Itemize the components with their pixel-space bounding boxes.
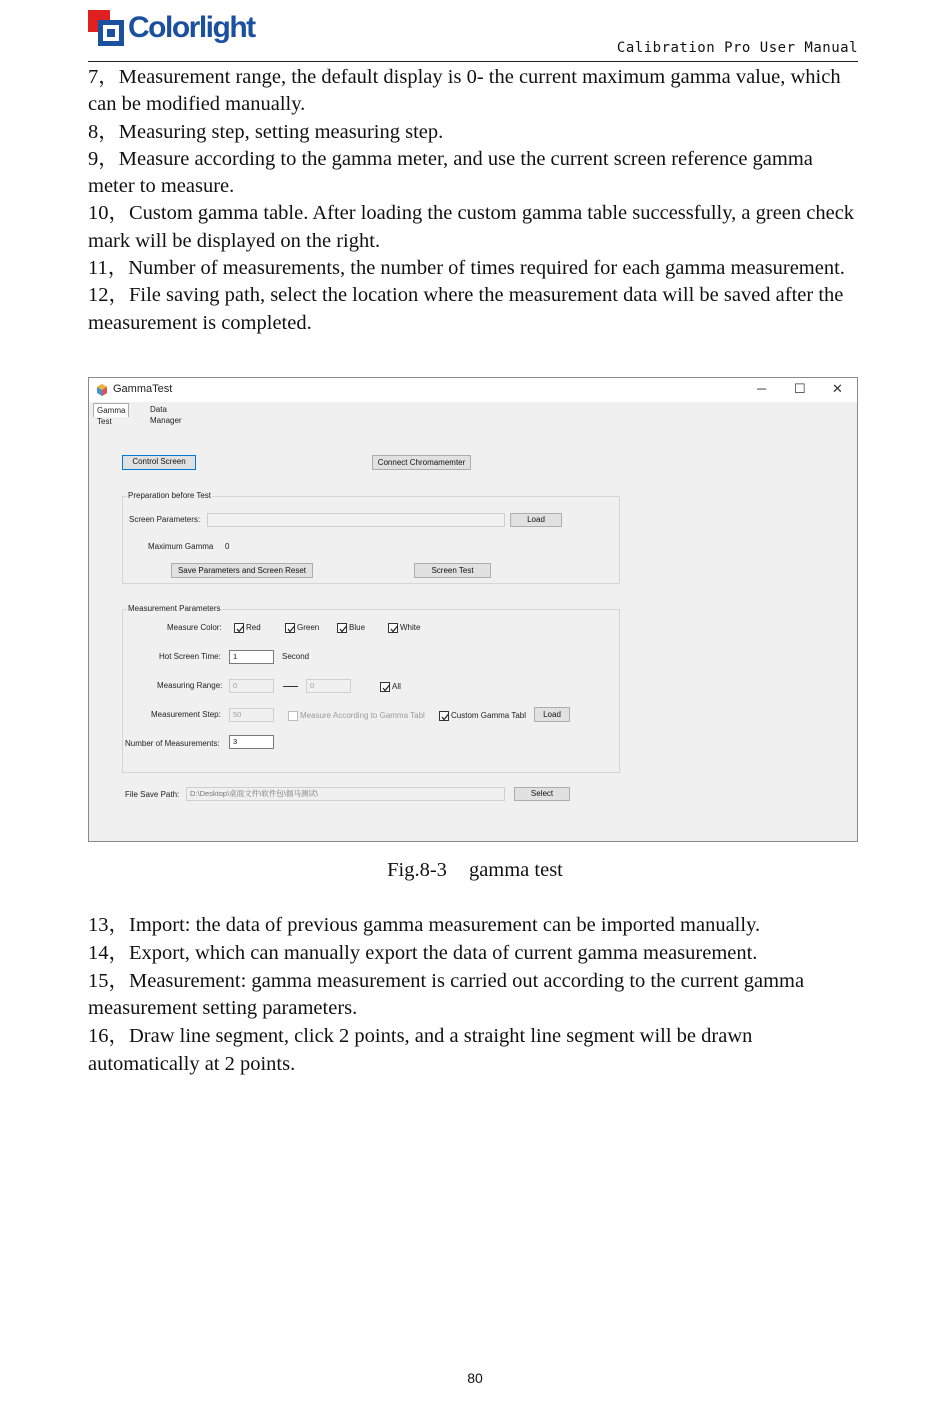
checkmark-icon bbox=[381, 683, 391, 693]
all-range-checkbox[interactable] bbox=[380, 682, 390, 692]
gammatest-window bbox=[88, 377, 858, 842]
load-parameters-button[interactable]: Load bbox=[510, 513, 562, 527]
green-label: Green bbox=[297, 623, 320, 632]
screen-test-button[interactable]: Screen Test bbox=[414, 563, 491, 578]
colorlight-logo bbox=[88, 8, 278, 52]
screen-parameters-label: Screen Parameters: bbox=[129, 515, 201, 524]
paragraph: 12，File saving path, select the location where the measurement data will be saved after the measurement is completed. bbox=[88, 284, 844, 334]
tab-gamma-test[interactable]: Gamma Test bbox=[93, 403, 129, 417]
custom-gamma-checkbox[interactable] bbox=[439, 711, 449, 721]
hot-screen-time-input[interactable]: 1 bbox=[229, 650, 274, 664]
screen-parameters-input[interactable] bbox=[207, 513, 505, 527]
measure-according-label: Measure According to Gamma Tabl bbox=[300, 711, 425, 720]
checkmark-icon bbox=[389, 624, 399, 634]
measurement-parameters-group bbox=[122, 609, 620, 773]
minimize-icon[interactable]: ─ bbox=[757, 381, 767, 396]
header-divider bbox=[88, 61, 858, 62]
measurement-step-input[interactable]: 50 bbox=[229, 708, 274, 722]
blue-checkbox[interactable] bbox=[337, 623, 347, 633]
intro-text bbox=[88, 64, 863, 337]
control-screen-button[interactable]: Control Screen bbox=[122, 455, 196, 470]
white-checkbox[interactable] bbox=[388, 623, 398, 633]
paragraph: 13，Import: the data of previous gamma measurement can be imported manually. bbox=[88, 914, 761, 936]
preparation-group-title: Preparation before Test bbox=[128, 491, 212, 500]
app-icon bbox=[95, 383, 109, 397]
measuring-range-label: Measuring Range: bbox=[157, 681, 223, 690]
colorlight-logo-mark-icon bbox=[88, 10, 126, 48]
paragraph: 8，Measuring step, setting measuring step. bbox=[88, 120, 444, 143]
range-to-input[interactable]: 0 bbox=[306, 679, 351, 693]
paragraph: 14，Export, which can manually export the data of current gamma measurement. bbox=[88, 941, 758, 964]
measure-color-label: Measure Color: bbox=[167, 623, 222, 632]
logo-text: Colorlight bbox=[128, 11, 255, 44]
hot-screen-time-label: Hot Screen Time: bbox=[159, 652, 221, 661]
green-checkbox[interactable] bbox=[285, 623, 295, 633]
outro-text bbox=[88, 912, 863, 1079]
select-path-button[interactable]: Select bbox=[514, 787, 570, 801]
blue-label: Blue bbox=[349, 623, 366, 632]
checkmark-icon bbox=[338, 624, 348, 634]
file-save-path-input[interactable]: D:\Desktop\桌面文件\软件包\伽马测试\ bbox=[186, 787, 505, 801]
range-from-input[interactable]: 0 bbox=[229, 679, 274, 693]
paragraph: 11，Number of measurements, the number of times required for each gamma measurement. bbox=[88, 257, 845, 280]
manual-title: Calibration Pro User Manual bbox=[616, 40, 858, 56]
maximum-gamma-label: Maximum Gamma bbox=[148, 542, 214, 551]
paragraph: 9，Measure according to the gamma meter, and use the current screen reference gamma meter to measure. bbox=[88, 147, 813, 198]
window-titlebar[interactable] bbox=[89, 378, 857, 402]
number-of-measurements-input[interactable]: 3 bbox=[229, 735, 274, 749]
save-parameters-reset-button[interactable]: Save Parameters and Screen Reset bbox=[171, 563, 313, 578]
maximum-gamma-value: 0 bbox=[225, 542, 230, 551]
paragraph: 10，Custom gamma table. After loading the custom gamma table successfully, a green check mark will be displayed on the right. bbox=[88, 202, 855, 252]
figure-title: gamma test bbox=[468, 859, 563, 881]
tab-data-manager[interactable]: Data Manager bbox=[147, 403, 185, 416]
all-range-label: All bbox=[392, 682, 401, 691]
measurement-step-label: Measurement Step: bbox=[151, 710, 221, 719]
checkmark-icon bbox=[440, 712, 450, 722]
paragraph: 15，Measurement: gamma measurement is carried out according to the current gamma measurement setting parameters. bbox=[88, 969, 805, 1020]
paragraph: 16，Draw line segment, click 2 points, and a straight line segment will be drawn automatically at 2 points. bbox=[88, 1025, 753, 1075]
measure-according-checkbox[interactable] bbox=[288, 711, 298, 721]
measurement-parameters-title: Measurement Parameters bbox=[128, 604, 221, 613]
red-label: Red bbox=[246, 623, 261, 632]
file-save-path-label: File Save Path: bbox=[125, 790, 180, 799]
checkmark-icon bbox=[286, 624, 296, 634]
gamma-test-page bbox=[91, 417, 855, 839]
checkmark-icon bbox=[235, 624, 245, 634]
number-of-measurements-label: Number of Measurements: bbox=[125, 739, 220, 748]
maximize-icon[interactable]: ☐ bbox=[794, 381, 806, 396]
figure-number: Fig.8-3 bbox=[387, 859, 447, 881]
page-number: 80 bbox=[467, 1370, 483, 1386]
white-label: White bbox=[400, 623, 421, 632]
custom-gamma-label: Custom Gamma Tabl bbox=[451, 711, 526, 720]
window-title: GammaTest bbox=[113, 383, 173, 395]
close-icon[interactable]: ✕ bbox=[832, 381, 843, 396]
hot-screen-time-unit: Second bbox=[282, 652, 310, 661]
range-separator bbox=[283, 686, 298, 687]
paragraph: 7，Measurement range, the default display is 0- the current maximum gamma value, which can be modified manually. bbox=[88, 66, 841, 116]
custom-gamma-load-button[interactable]: Load bbox=[534, 707, 570, 722]
figure-caption bbox=[0, 859, 950, 882]
connect-chromameter-button[interactable]: Connect Chromamemter bbox=[372, 455, 471, 470]
red-checkbox[interactable] bbox=[234, 623, 244, 633]
